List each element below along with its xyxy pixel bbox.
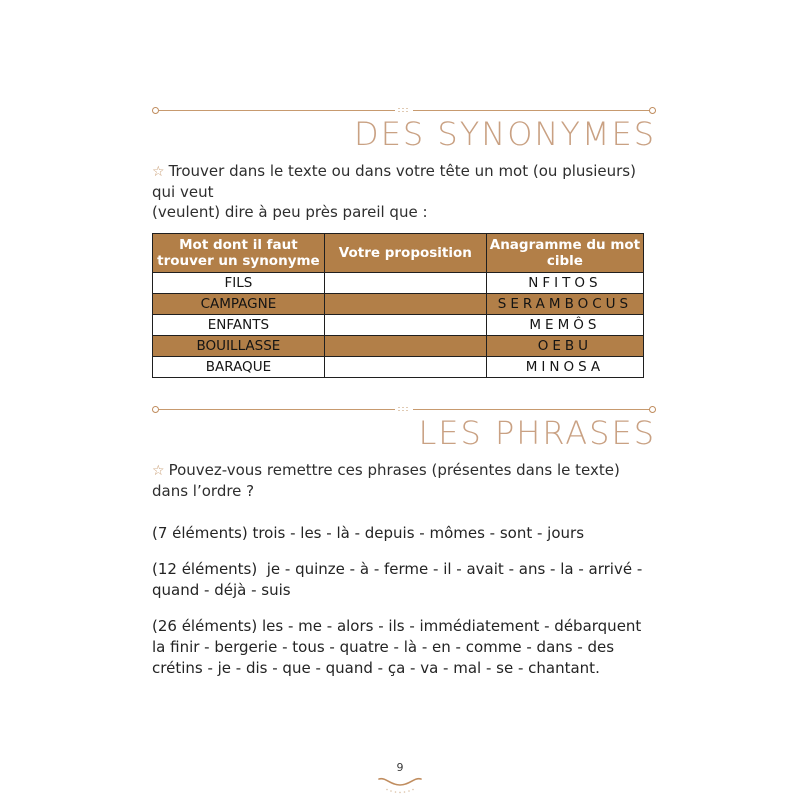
workbook-page [152, 0, 656, 679]
page-number: 9 [396, 761, 404, 774]
divider-ring-left-icon [152, 406, 159, 413]
section-title-phrases: LES PHRASES [418, 414, 656, 453]
word-cell: BARAQUE [153, 357, 325, 378]
proposition-cell [324, 357, 486, 378]
proposition-cell [324, 315, 486, 336]
section-synonymes [152, 106, 656, 378]
exercise-line: (7 éléments) trois - les - là - depuis - mômes - sont - jours [152, 523, 585, 542]
exercise-12-elements [152, 559, 656, 601]
anagram-cell: MEMÔS [486, 315, 643, 336]
table-row [153, 336, 644, 357]
proposition-cell [324, 294, 486, 315]
star-icon: ☆ [152, 163, 165, 180]
exercise-line: crétins - je - dis - que - quand - ça - va - mal - se - chantant. [152, 658, 600, 677]
anagram-cell: NFITOS [486, 273, 643, 294]
word-cell: ENFANTS [153, 315, 325, 336]
section-phrases [152, 405, 656, 679]
word-cell: BOUILLASSE [153, 336, 325, 357]
section-title-synonymes: DES SYNONYMES [354, 115, 656, 153]
col-header-word: Mot dont il faut trouver un synonyme [153, 233, 325, 272]
wave-flourish-icon [377, 774, 423, 796]
word-cell: FILS [153, 273, 325, 294]
instruction-text-line1: Trouver dans le texte ou dans votre tête un mot (ou plusieurs) qui veut [152, 161, 636, 201]
word-cell: CAMPAGNE [153, 294, 325, 315]
page-footer [0, 762, 800, 796]
divider-ring-left-icon [152, 107, 159, 114]
divider-dots-icon [398, 108, 410, 114]
proposition-cell [324, 336, 486, 357]
star-icon: ☆ [152, 462, 165, 479]
section-divider [152, 405, 656, 414]
phrases-instruction [152, 460, 656, 501]
anagram-cell: OEBU [486, 336, 643, 357]
anagram-cell: MINOSA [486, 357, 643, 378]
exercise-line: (12 éléments) je - quinze - à - ferme - il - avait - ans - la - arrivé - [152, 559, 643, 578]
exercise-26-elements [152, 616, 656, 679]
table-header-row [153, 233, 644, 272]
divider-ring-right-icon [649, 107, 656, 114]
col-header-proposition: Votre proposition [324, 233, 486, 272]
table-row [153, 315, 644, 336]
table-row [153, 273, 644, 294]
table-row [153, 294, 644, 315]
instruction-text: Pouvez-vous remettre ces phrases (présentes dans le texte) dans l’ordre ? [152, 460, 620, 500]
exercise-line: la finir - bergerie - tous - quatre - là - en - comme - dans - des [152, 637, 615, 656]
table-row [153, 357, 644, 378]
proposition-cell [324, 273, 486, 294]
anagram-cell: SERAMBOCUS [486, 294, 643, 315]
instruction-text-line2: (veulent) dire à peu près pareil que : [152, 202, 428, 221]
section-divider [152, 106, 656, 115]
exercise-7-elements [152, 523, 656, 544]
divider-ring-right-icon [649, 406, 656, 413]
exercise-line: quand - déjà - suis [152, 580, 291, 599]
exercise-line: (26 éléments) les - me - alors - ils - immédiatement - débarquent [152, 616, 642, 635]
col-header-anagram: Anagramme du mot cible [486, 233, 643, 272]
synonymes-table [152, 233, 644, 378]
divider-dots-icon [398, 407, 410, 413]
synonymes-instruction [152, 161, 656, 222]
